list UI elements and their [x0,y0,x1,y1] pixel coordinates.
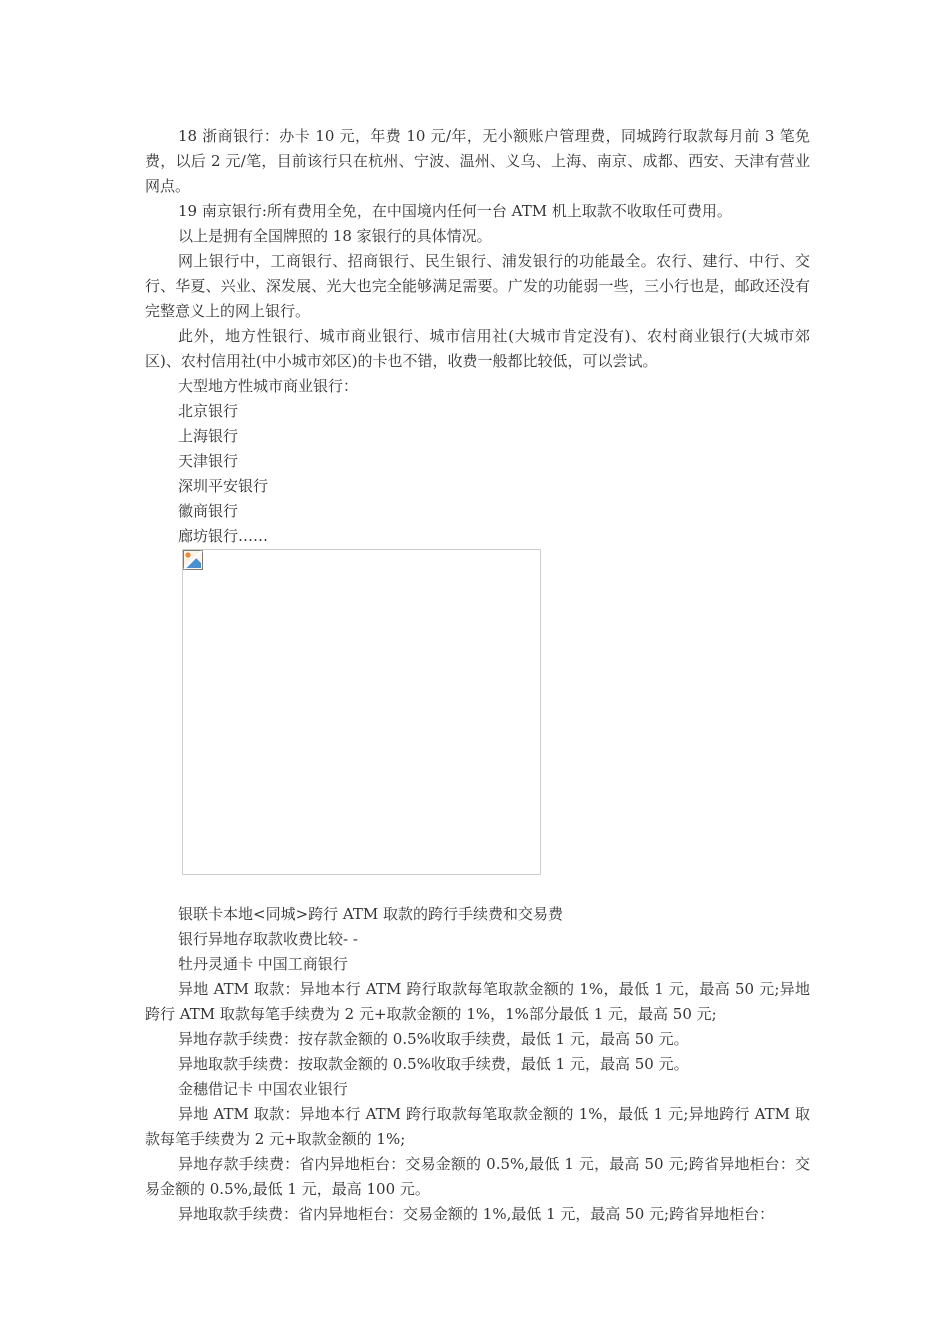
document-body [145,124,810,1227]
paragraph-city-banks-heading: 大型地方性城市商业银行： [178,377,359,395]
list-item-bank: 天津银行 [178,452,239,470]
paragraph-unionpay-fees: 银联卡本地<同城>跨行 ATM 取款的跨行手续费和交易费 [178,905,564,923]
paragraph-comparison-title: 银行异地存取款收费比较- - [178,930,358,948]
list-item-bank: 北京银行 [178,402,239,420]
paragraph-online-banking: 网上银行中，工商银行、招商银行、民生银行、浦发银行的功能最全。农行、建行、中行、交行、华夏、兴业、深发展、光大也完全能够满足需要。广发的功能弱一些，三小行也是，邮政还没有完整意义上的网上银行。 [145,252,810,320]
paragraph-local-banks: 此外，地方性银行、城市商业银行、城市信用社(大城市肯定没有)、农村商业银行(大城市郊区)、农村信用社(中小城市郊区)的卡也不错，收费一般都比较低，可以尝试。 [145,327,810,370]
paragraph-abc-withdraw: 异地取款手续费：省内异地柜台：交易金额的 1%,最低 1 元，最高 50 元;跨省异地柜台： [178,1205,775,1223]
paragraph-icbc-card: 牡丹灵通卡 中国工商银行 [178,955,348,973]
broken-image-icon [183,550,203,570]
paragraph-nanjing-bank: 19 南京银行:所有费用全免，在中国境内任何一台 ATM 机上取款不收取任可费用。 [178,202,732,220]
paragraph-abc-deposit: 异地存款手续费：省内异地柜台：交易金额的 0.5%,最低 1 元，最高 50 元;跨省异地柜台：交易金额的 0.5%,最低 1 元，最高 100 元。 [145,1155,810,1198]
paragraph-icbc-deposit: 异地存款手续费：按存款金额的 0.5%收取手续费，最低 1 元，最高 50 元。 [178,1030,689,1048]
paragraph-zheshang-bank: 18 浙商银行：办卡 10 元，年费 10 元/年，无小额账户管理费，同城跨行取款每月前 3 笔免费，以后 2 元/笔，目前该行只在杭州、宁波、温州、义乌、上海、南京、成都、西安、天津有营业网点。 [145,127,810,195]
list-item-bank: 徽商银行 [178,502,239,520]
paragraph-abc-atm: 异地 ATM 取款：异地本行 ATM 跨行取款每笔取款金额的 1%，最低 1 元;异地跨行 ATM 取款每笔手续费为 2 元+取款金额的 1%; [145,1105,810,1148]
list-item-bank: 上海银行 [178,427,239,445]
paragraph-icbc-atm: 异地 ATM 取款：异地本行 ATM 跨行取款每笔取款金额的 1%，最低 1 元，最高 50 元;异地跨行 ATM 取款每笔手续费为 2 元+取款金额的 1%，1%部分最低 1 元，最高 50 元; [145,980,810,1023]
paragraph-icbc-withdraw: 异地取款手续费：按取款金额的 0.5%收取手续费，最低 1 元，最高 50 元。 [178,1055,689,1073]
image-placeholder [182,549,541,875]
list-item-bank: 廊坊银行…… [178,527,269,545]
list-item-bank: 深圳平安银行 [178,477,269,495]
paragraph-abc-card: 金穗借记卡 中国农业银行 [178,1080,348,1098]
paragraph-summary: 以上是拥有全国牌照的 18 家银行的具体情况。 [178,227,492,245]
